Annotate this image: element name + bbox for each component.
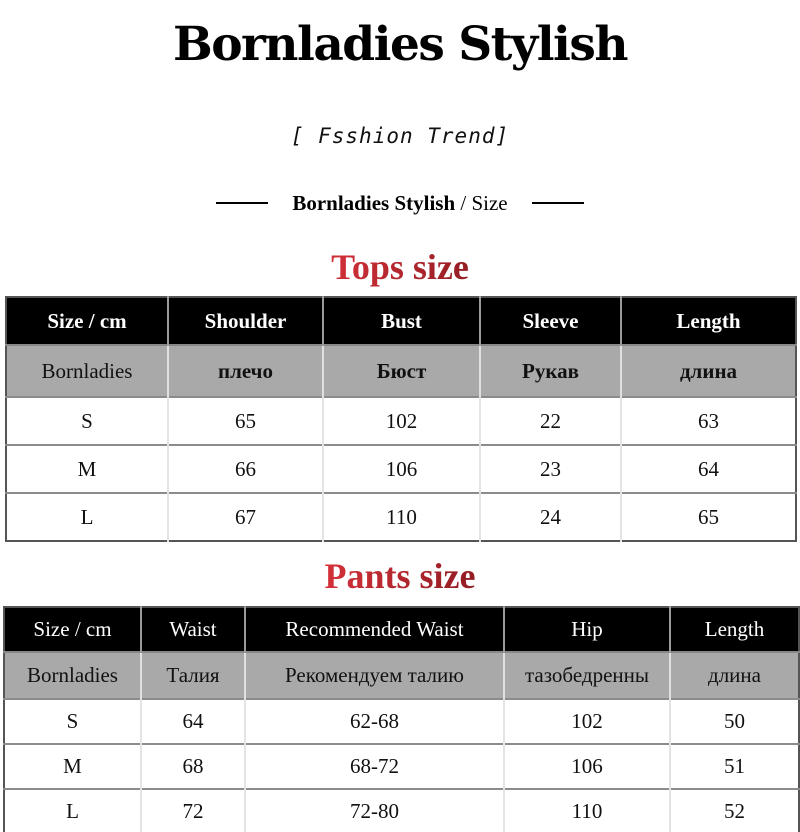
bust-cell: 102 xyxy=(323,397,480,445)
recommended-waist-cell: 62-68 xyxy=(245,699,504,744)
sleeve-cell: 24 xyxy=(480,493,621,541)
shoulder-cell: 65 xyxy=(168,397,323,445)
subtitle-brand: Bornladies Stylish xyxy=(292,191,456,215)
length-cell: 52 xyxy=(670,789,799,832)
table-row xyxy=(6,493,796,541)
brand-title: Bornladies Stylish xyxy=(172,17,628,72)
pants-size-table xyxy=(3,606,800,832)
tops-col-size: Size / cm xyxy=(6,297,168,345)
pants-sub-brand: Bornladies xyxy=(4,652,141,699)
tops-sub-shoulder: плечо xyxy=(168,345,323,397)
tops-col-shoulder: Shoulder xyxy=(168,297,323,345)
tops-col-sleeve: Sleeve xyxy=(480,297,621,345)
size-cell: S xyxy=(6,397,168,445)
tops-size-title: Tops size xyxy=(0,244,800,290)
pants-col-waist: Waist xyxy=(141,607,245,652)
sleeve-cell: 22 xyxy=(480,397,621,445)
waist-cell: 64 xyxy=(141,699,245,744)
length-cell: 63 xyxy=(621,397,796,445)
pants-size-title: Pants size xyxy=(0,553,800,599)
hip-cell: 110 xyxy=(504,789,670,832)
pants-sub-waist: Талия xyxy=(141,652,245,699)
size-cell: M xyxy=(6,445,168,493)
tops-sub-length: длина xyxy=(621,345,796,397)
length-cell: 51 xyxy=(670,744,799,789)
waist-cell: 72 xyxy=(141,789,245,832)
pants-col-recommended-waist: Recommended Waist xyxy=(245,607,504,652)
hip-cell: 106 xyxy=(504,744,670,789)
pants-sub-recommended-waist: Рекомендуем талию xyxy=(245,652,504,699)
subtitle-size: / Size xyxy=(455,191,508,215)
right-divider xyxy=(532,202,584,204)
length-cell: 64 xyxy=(621,445,796,493)
size-cell: M xyxy=(4,744,141,789)
pants-subheader-row xyxy=(4,652,799,699)
table-row xyxy=(6,397,796,445)
sleeve-cell: 23 xyxy=(480,445,621,493)
tagline: [ Fsshion Trend] xyxy=(290,124,510,148)
subtitle-row xyxy=(0,186,800,220)
tops-sub-bust: Бюст xyxy=(323,345,480,397)
shoulder-cell: 67 xyxy=(168,493,323,541)
size-cell: L xyxy=(4,789,141,832)
waist-cell: 68 xyxy=(141,744,245,789)
bust-cell: 106 xyxy=(323,445,480,493)
pants-header-row xyxy=(4,607,799,652)
tops-subheader-row xyxy=(6,345,796,397)
tops-col-bust: Bust xyxy=(323,297,480,345)
tops-header-row xyxy=(6,297,796,345)
pants-sub-length: длина xyxy=(670,652,799,699)
size-cell: L xyxy=(6,493,168,541)
pants-col-hip: Hip xyxy=(504,607,670,652)
table-row xyxy=(4,789,799,832)
bust-cell: 110 xyxy=(323,493,480,541)
size-cell: S xyxy=(4,699,141,744)
length-cell: 50 xyxy=(670,699,799,744)
shoulder-cell: 66 xyxy=(168,445,323,493)
pants-col-size: Size / cm xyxy=(4,607,141,652)
tops-size-table xyxy=(5,296,797,542)
subtitle xyxy=(292,186,507,220)
recommended-waist-cell: 72-80 xyxy=(245,789,504,832)
tops-sub-sleeve: Рукав xyxy=(480,345,621,397)
recommended-waist-cell: 68-72 xyxy=(245,744,504,789)
tops-col-length: Length xyxy=(621,297,796,345)
pants-sub-hip: тазобедренны xyxy=(504,652,670,699)
length-cell: 65 xyxy=(621,493,796,541)
table-row xyxy=(4,744,799,789)
left-divider xyxy=(216,202,268,204)
tops-sub-brand: Bornladies xyxy=(6,345,168,397)
table-row xyxy=(6,445,796,493)
table-row xyxy=(4,699,799,744)
pants-col-length: Length xyxy=(670,607,799,652)
hip-cell: 102 xyxy=(504,699,670,744)
